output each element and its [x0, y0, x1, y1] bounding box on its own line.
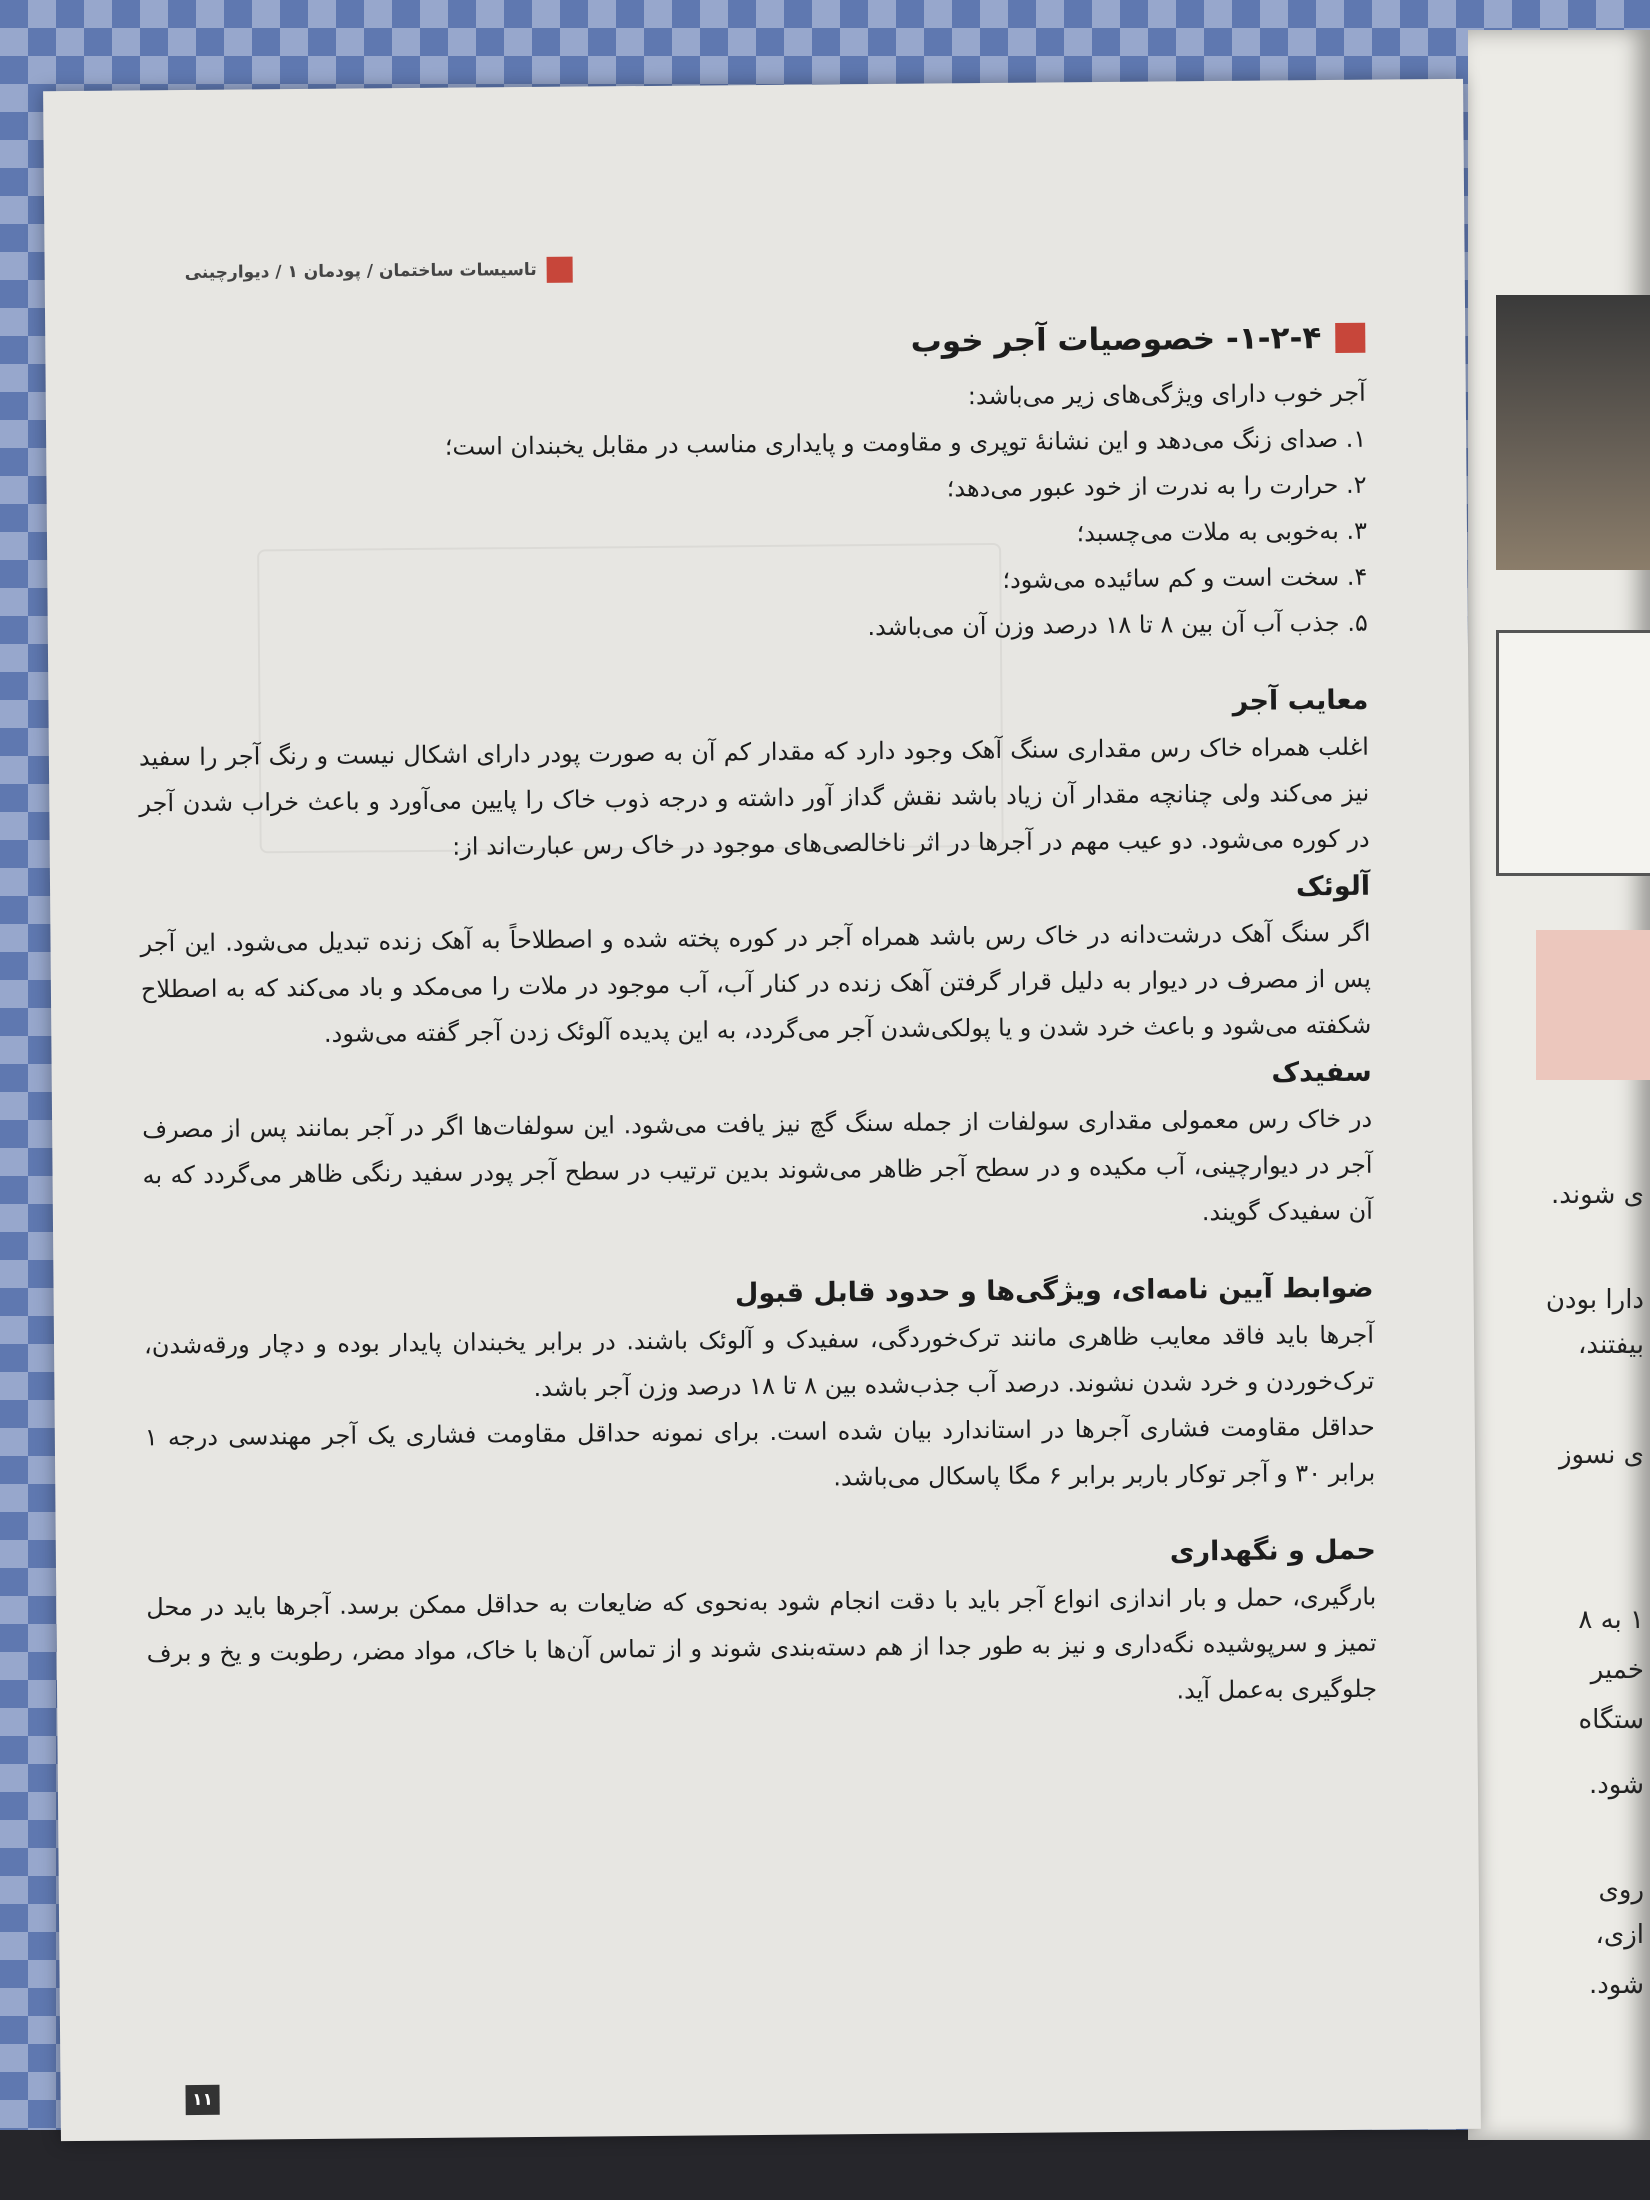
section-heading — [135, 320, 1365, 367]
handling-heading: حمل و نگهداری — [1169, 1534, 1376, 1568]
next-page-fragment: ی شوند. — [1551, 1180, 1644, 1210]
next-page — [1468, 30, 1650, 2140]
next-page-fragment: روی — [1598, 1875, 1644, 1905]
header-marker-icon — [547, 257, 573, 283]
book-page — [43, 79, 1481, 2141]
regulations-paragraph-2: حداقل مقاومت فشاری آجرها در استاندارد بیان شده است. برای نمونه حداقل مقاومت فشاری یک آجر مهندسی درجه ۱ برابر ۳۰ و آجر توکار باربر برابر ۶ مگا پاسکال می‌باشد. — [144, 1412, 1376, 1492]
running-head — [185, 255, 573, 288]
list-item: ۴. سخت است و کم سائیده می‌شود؛ — [1002, 562, 1368, 594]
heading-marker-icon — [1335, 323, 1365, 353]
efflorescence-heading: سفیدک — [1271, 1056, 1372, 1089]
next-page-highlight-box — [1536, 930, 1650, 1080]
next-page-fragment: دارا بودن — [1545, 1285, 1644, 1315]
handling-paragraph: بارگیری، حمل و بار اندازی انواع آجر باید با دقت انجام شود به‌نحوی که ضایعات به حداقل ممکن برسد. آجرها باید در محل تمیز و سرپوشیده نگه‌داری و نیز به طور جدا از هم دسته‌بندی شوند و از تماس آن‌ها با خاک، مواد مضر، رطوبت و یخ و برف جلوگیری به‌عمل آید. — [146, 1582, 1378, 1705]
next-page-fragment: شود. — [1588, 1770, 1644, 1800]
list-item: ۲. حرارت را به ندرت از خود عبور می‌دهد؛ — [946, 470, 1367, 503]
next-page-drawing — [1496, 630, 1650, 876]
next-page-photo — [1496, 295, 1650, 570]
list-item: ۵. جذب آب آن بین ۸ تا ۱۸ درصد وزن آن می‌باشد. — [867, 608, 1368, 642]
defects-heading: معایب آجر — [1232, 684, 1369, 717]
section-intro: آجر خوب دارای ویژگی‌های زیر می‌باشد: — [967, 378, 1366, 411]
list-item: ۳. به‌خوبی به ملات می‌چسبد؛ — [1076, 516, 1368, 548]
table-shadow — [0, 2130, 1650, 2200]
defects-paragraph: اغلب همراه خاک رس مقداری سنگ آهک وجود دارد که مقدار کم آن به صورت پودر دارای اشکال نیست و رنگ آجر را سفید نیز می‌کند ولی چنانچه مقدار آن زیاد باشد نقش گداز آور داشته و درجه ذوب خاک را پایین می‌آورد و باعث خراب شدن آجر در کوره می‌شود. دو عیب مهم در آجرها در اثر ناخالصی‌های موجود در خاک رس عبارت‌اند از: — [138, 732, 1370, 861]
next-page-fragment: ۱ به ۸ — [1578, 1605, 1644, 1635]
page-number: ۱۱ — [185, 2085, 219, 2115]
efflorescence-paragraph: در خاک رس معمولی مقداری سولفات از جمله سنگ گچ نیز یافت می‌شود. این سولفات‌ها اگر در آجر بمانند پس از مصرف آجر در دیوارچینی، آب مکیده و در سطح آجر ظاهر می‌شوند بدین ترتیب در سطح آجر پودر سفید رنگی ظاهر می‌گردد که به آن سفیدک گویند. — [142, 1104, 1374, 1227]
aluk-heading: آلوئک — [1295, 870, 1371, 903]
next-page-fragment: خمیر — [1590, 1655, 1644, 1685]
aluk-paragraph: اگر سنگ آهک درشت‌دانه در خاک رس باشد همراه آجر در کوره پخته شده و اصطلاحاً به آهک زنده تبدیل می‌شود. این آجر پس از مصرف در دیوار به دلیل قرار گرفتن آهک زنده در کنار آب، آب موجود در ملات را می‌مکد و باد می‌کند که به اصطلاح شکفته می‌شود و باعث خرد شدن و یا پولکی‌شدن آجر می‌گردد، به این پدیده آلوئک زدن آجر گفته می‌شود. — [140, 918, 1372, 1048]
section-heading-text: ۱-۲-۴- خصوصیات آجر خوب — [910, 320, 1322, 360]
list-item: ۱. صدای زنگ می‌دهد و این نشانهٔ توپری و مقاومت و پایداری مناسب در مقابل یخبندان است؛ — [444, 424, 1367, 461]
running-head-text: تاسیسات ساختمان / پودمان ۱ / دیوارچینی — [184, 259, 537, 284]
next-page-fragment: ستگاه — [1578, 1705, 1644, 1735]
next-page-fragment: ازی، — [1595, 1920, 1644, 1950]
regulations-paragraph-1: آجرها باید فاقد معایب ظاهری مانند ترک‌خوردگی، سفیدک و آلوئک باشند. در برابر یخبندان پایدار بوده و دچار ورقه‌شدن، ترک‌خوردن و خرد شدن نشوند. درصد آب جذب‌شده بین ۸ تا ۱۸ درصد وزن آجر باشد. — [143, 1320, 1375, 1403]
next-page-fragment: شود. — [1588, 1970, 1644, 2000]
page-content — [135, 320, 1377, 1723]
next-page-fragment: بیفتند، — [1578, 1330, 1644, 1360]
regulations-heading: ضوابط آیین نامه‌ای، ویژگی‌ها و حدود قابل قبول — [734, 1272, 1374, 1310]
next-page-fragment: ی نسوز — [1558, 1440, 1644, 1470]
